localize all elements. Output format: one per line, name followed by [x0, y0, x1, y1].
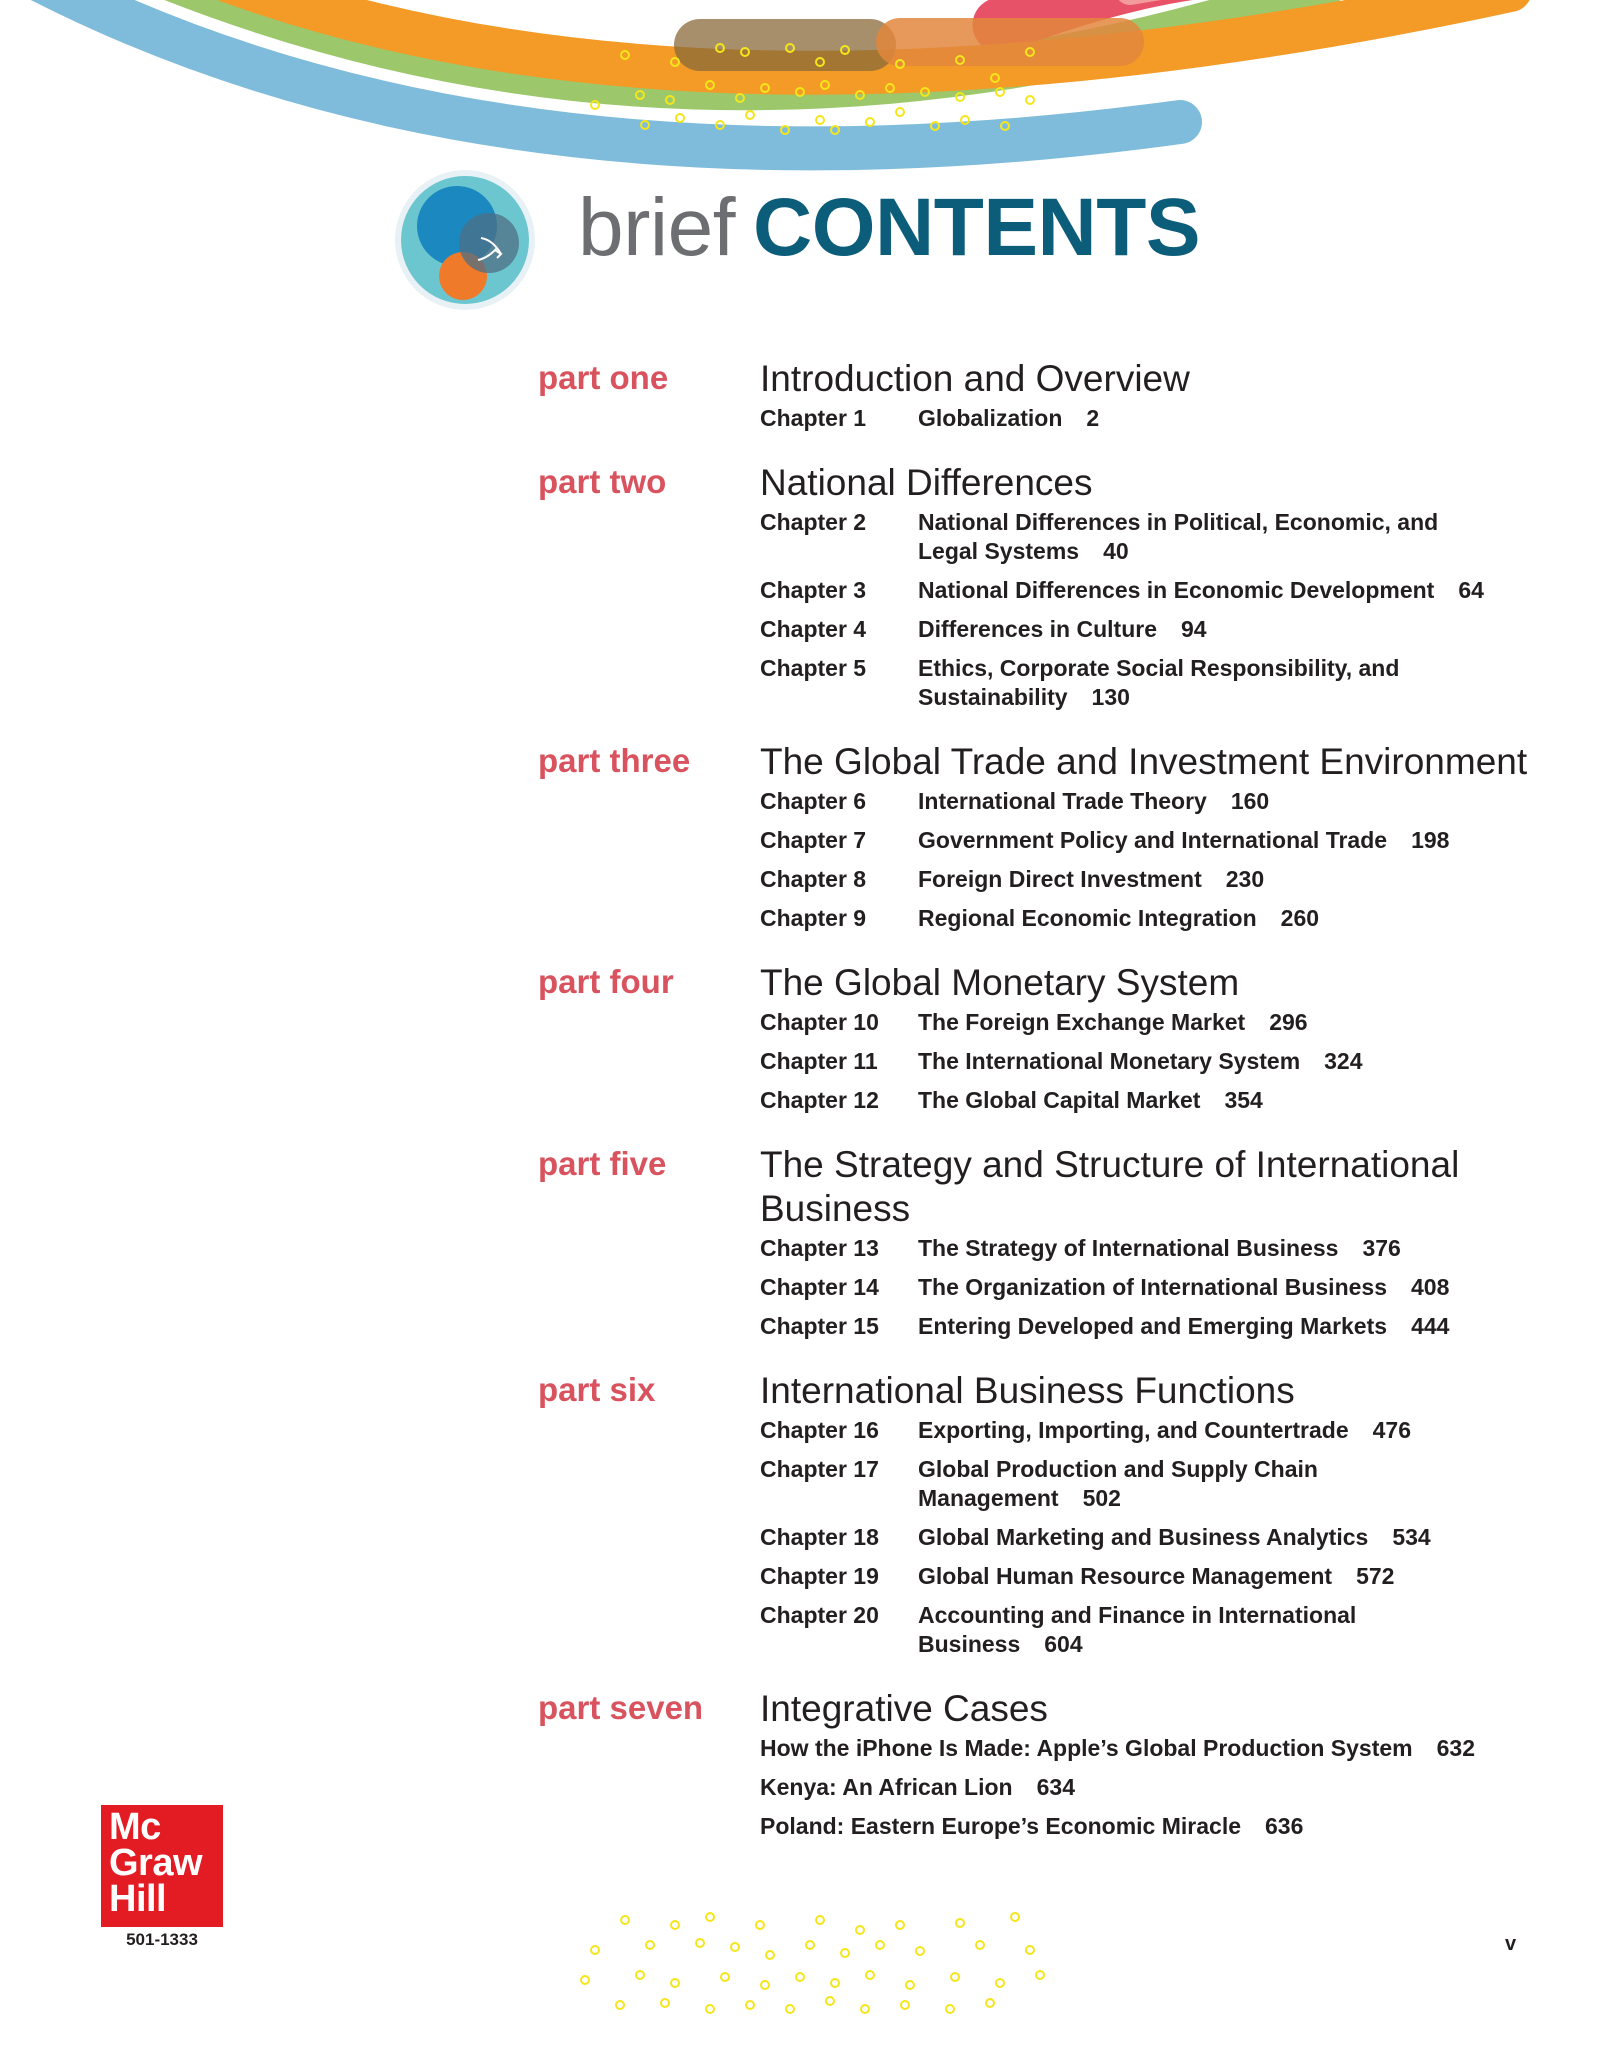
case-page: 636	[1265, 1813, 1304, 1839]
chapter-entry[interactable]	[760, 404, 1558, 433]
part-five	[538, 1143, 1558, 1341]
title-light-word: brief	[578, 182, 736, 273]
part-label: part two	[538, 463, 667, 500]
chapter-page: 572	[1356, 1563, 1395, 1589]
chapter-page: 354	[1224, 1087, 1263, 1113]
case-title: Poland: Eastern Europe’s Economic Miracle	[760, 1813, 1242, 1839]
chapter-entry[interactable]	[760, 615, 1558, 644]
chapter-page: 376	[1362, 1235, 1401, 1261]
chapter-entry[interactable]	[760, 576, 1558, 605]
part-seven	[538, 1687, 1558, 1841]
table-of-contents	[538, 357, 1558, 1851]
chapter-title	[918, 904, 1319, 933]
chapter-number: Chapter 15	[760, 1313, 879, 1339]
chapter-title	[918, 865, 1264, 894]
chapter-number: Chapter 16	[760, 1417, 879, 1443]
case-page: 634	[1036, 1774, 1075, 1800]
chapter-entry[interactable]	[760, 1312, 1558, 1341]
part-label: part four	[538, 963, 674, 1000]
chapter-title-text: Ethics, Corporate Social Responsibility, and Sustainability	[918, 655, 1400, 710]
case-page: 632	[1436, 1735, 1475, 1761]
chapter-title	[918, 654, 1498, 712]
chapter-title	[918, 1562, 1394, 1591]
chapter-title-text: Differences in Culture	[918, 616, 1157, 642]
chapter-entry[interactable]	[760, 1047, 1558, 1076]
chapter-title	[918, 1601, 1498, 1659]
chapter-entry[interactable]	[760, 826, 1558, 855]
chapter-page: 296	[1269, 1009, 1308, 1035]
part-six	[538, 1369, 1558, 1659]
chapter-title	[918, 1523, 1431, 1552]
chapter-number: Chapter 7	[760, 827, 867, 853]
chapter-title-text: Global Marketing and Business Analytics	[918, 1524, 1369, 1550]
chapter-number: Chapter 14	[760, 1274, 879, 1300]
logo-text	[109, 1806, 203, 1920]
chapter-title-text: The Foreign Exchange Market	[918, 1009, 1246, 1035]
chapter-page: 476	[1372, 1417, 1411, 1443]
chapter-title-text: Foreign Direct Investment	[918, 866, 1202, 892]
chapter-number: Chapter 18	[760, 1524, 879, 1550]
chapter-number: Chapter 11	[760, 1048, 878, 1074]
chapter-page: 94	[1181, 616, 1207, 642]
decorative-bottom-dots	[560, 1905, 1060, 2025]
chapter-number: Chapter 5	[760, 655, 867, 681]
chapter-page: 160	[1230, 788, 1270, 814]
chapter-page: 230	[1225, 866, 1265, 892]
chapter-entry[interactable]	[760, 1008, 1558, 1037]
chapter-number: Chapter 2	[760, 509, 867, 535]
chapter-title-text: Government Policy and International Trade	[918, 827, 1388, 853]
chapter-page: 324	[1324, 1048, 1363, 1074]
case-entry[interactable]	[760, 1734, 1558, 1763]
chapter-entry[interactable]	[760, 1234, 1558, 1263]
case-entry[interactable]	[760, 1812, 1558, 1841]
chapter-page: 2	[1086, 405, 1100, 431]
case-title: How the iPhone Is Made: Apple’s Global Production System	[760, 1735, 1413, 1761]
chapter-title	[918, 1047, 1363, 1076]
chapter-entry[interactable]	[760, 1086, 1558, 1115]
chapter-number: Chapter 4	[760, 616, 867, 642]
chapter-number: Chapter 9	[760, 905, 867, 931]
chapter-title	[918, 1008, 1308, 1037]
chapter-title-text: National Differences in Political, Economic, and Legal Systems	[918, 509, 1439, 564]
part-title: International Business Functions	[760, 1370, 1295, 1411]
chapter-title-text: Accounting and Finance in International Business	[918, 1602, 1357, 1657]
chapter-page: 40	[1103, 538, 1129, 564]
page-header	[393, 168, 1201, 318]
chapter-entry[interactable]	[760, 1523, 1558, 1552]
chapter-title	[918, 826, 1449, 855]
chapter-entry[interactable]	[760, 1601, 1558, 1659]
part-three	[538, 740, 1558, 933]
chapter-title	[918, 1234, 1401, 1263]
page-number: v	[1505, 1933, 1517, 1955]
chapter-entry[interactable]	[760, 865, 1558, 894]
chapter-title-text: Exporting, Importing, and Countertrade	[918, 1417, 1349, 1443]
chapter-page: 198	[1411, 827, 1450, 853]
chapter-page: 534	[1392, 1524, 1431, 1550]
chapter-number: Chapter 3	[760, 577, 867, 603]
part-four	[538, 961, 1558, 1115]
chapter-title	[918, 787, 1269, 816]
part-label: part seven	[538, 1689, 704, 1726]
chapter-page: 444	[1411, 1313, 1450, 1339]
part-title: National Differences	[760, 462, 1093, 503]
chapter-page: 502	[1082, 1485, 1121, 1511]
chapter-title-text: Global Production and Supply Chain Management	[918, 1456, 1318, 1511]
chapter-entry[interactable]	[760, 1455, 1558, 1513]
chapter-title-text: The Organization of International Business	[918, 1274, 1387, 1300]
part-label: part one	[538, 359, 669, 396]
logo-line: Graw	[109, 1842, 203, 1884]
chapter-entry[interactable]	[760, 904, 1558, 933]
chapter-title-text: Regional Economic Integration	[918, 905, 1257, 931]
chapter-title-text: The International Monetary System	[918, 1048, 1301, 1074]
globe-icon	[393, 168, 543, 318]
chapter-title-text: Entering Developed and Emerging Markets	[918, 1313, 1388, 1339]
chapter-entry[interactable]	[760, 787, 1558, 816]
chapter-title	[918, 1455, 1498, 1513]
part-label: part five	[538, 1145, 667, 1182]
chapter-title	[918, 1273, 1449, 1302]
chapter-title-text: International Trade Theory	[918, 788, 1207, 814]
chapter-page: 604	[1044, 1631, 1083, 1657]
chapter-page: 64	[1458, 577, 1484, 603]
chapter-number: Chapter 20	[760, 1602, 879, 1628]
part-title: The Global Monetary System	[760, 962, 1240, 1003]
chapter-number: Chapter 17	[760, 1456, 879, 1482]
chapter-number: Chapter 10	[760, 1009, 879, 1035]
chapter-number: Chapter 8	[760, 866, 867, 892]
part-label: part six	[538, 1371, 656, 1408]
chapter-page: 130	[1091, 684, 1130, 710]
chapter-title-text: The Strategy of International Business	[918, 1235, 1339, 1261]
chapter-entry[interactable]	[760, 1416, 1558, 1445]
part-one	[538, 357, 1558, 433]
chapter-title-text: Global Human Resource Management	[918, 1563, 1333, 1589]
chapter-number: Chapter 13	[760, 1235, 879, 1261]
logo-line: Mc	[109, 1806, 161, 1848]
chapter-page: 408	[1411, 1274, 1450, 1300]
chapter-title-text: National Differences in Economic Development	[918, 577, 1435, 603]
chapter-title-text: Globalization	[918, 405, 1063, 431]
page-title	[578, 178, 1200, 278]
chapter-number: Chapter 6	[760, 788, 867, 814]
chapter-entry[interactable]	[760, 654, 1558, 712]
chapter-entry[interactable]	[760, 1273, 1558, 1302]
chapter-title	[918, 508, 1498, 566]
part-label: part three	[538, 742, 691, 779]
mcgraw-hill-logo	[101, 1805, 223, 1927]
chapter-entry[interactable]	[760, 508, 1558, 566]
chapter-title	[918, 615, 1207, 644]
title-bold-word: CONTENTS	[753, 182, 1201, 273]
case-title: Kenya: An African Lion	[760, 1774, 1013, 1800]
chapter-page: 260	[1280, 905, 1320, 931]
case-entry[interactable]	[760, 1773, 1558, 1802]
chapter-title-text: The Global Capital Market	[918, 1087, 1201, 1113]
part-title: The Global Trade and Investment Environment	[760, 741, 1528, 782]
chapter-entry[interactable]	[760, 1562, 1558, 1591]
chapter-number: Chapter 12	[760, 1087, 879, 1113]
part-title: The Strategy and Structure of International Business	[760, 1144, 1460, 1229]
chapter-title	[918, 1416, 1411, 1445]
chapter-number: Chapter 19	[760, 1563, 879, 1589]
chapter-number: Chapter 1	[760, 405, 867, 431]
chapter-title	[918, 1086, 1263, 1115]
chapter-title	[918, 576, 1484, 605]
chapter-title	[918, 1312, 1449, 1341]
chapter-title	[918, 404, 1099, 433]
part-title: Introduction and Overview	[760, 358, 1190, 399]
product-code: 501-1333	[126, 1930, 198, 1949]
part-title: Integrative Cases	[760, 1688, 1048, 1729]
part-two	[538, 461, 1558, 712]
logo-line: Hill	[109, 1878, 167, 1920]
